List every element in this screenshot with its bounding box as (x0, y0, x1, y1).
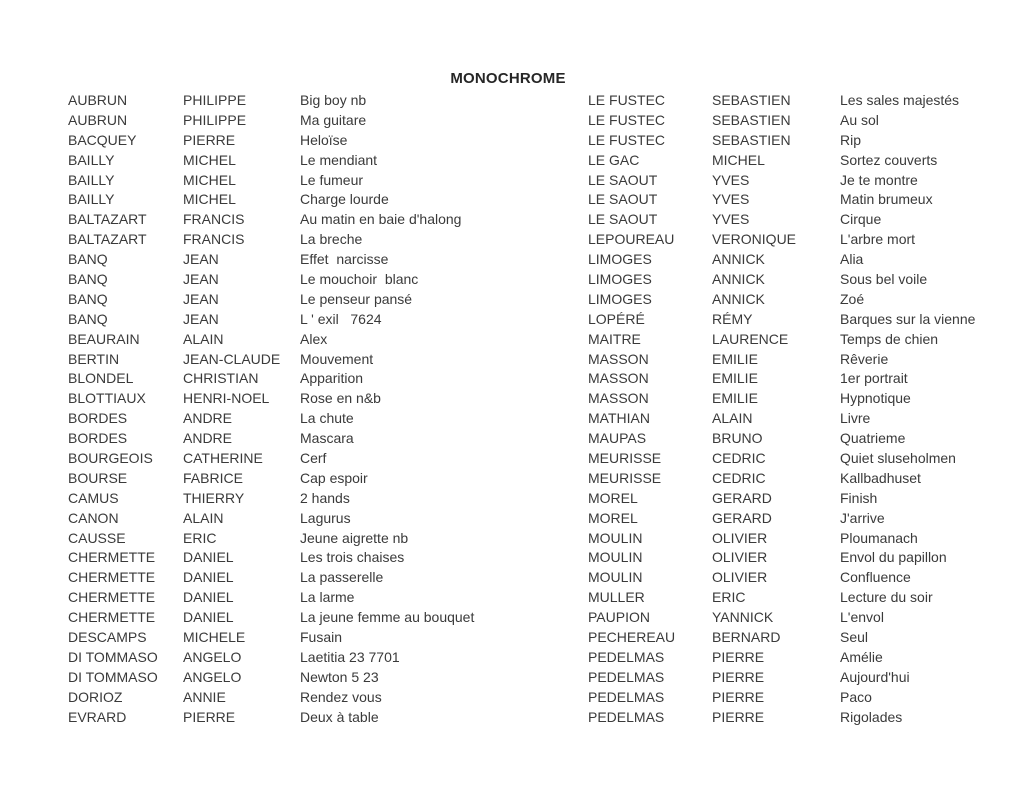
last-name: DI TOMMASO (68, 668, 158, 685)
first-name: JEAN (183, 310, 219, 327)
list-item (588, 171, 1024, 191)
list-item (68, 668, 540, 688)
first-name: BRUNO (712, 430, 763, 447)
list-item (588, 489, 1024, 509)
list-item (588, 389, 1024, 409)
last-name: MEURISSE (588, 469, 662, 486)
first-name: CHRISTIAN (183, 370, 259, 387)
work-title: Kallbadhuset (840, 469, 921, 486)
first-name: CEDRIC (712, 450, 766, 467)
first-name: ANDRE (183, 430, 233, 447)
first-name: ANNICK (712, 290, 765, 307)
first-name: JEAN-CLAUDE (183, 350, 281, 367)
work-title: Paco (840, 688, 872, 705)
last-name: MEURISSE (588, 450, 662, 467)
last-name: BANQ (68, 271, 108, 288)
last-name: MOULIN (588, 549, 643, 566)
last-name: CHERMETTE (68, 569, 156, 586)
last-name: CAUSSE (68, 529, 126, 546)
first-name: PIERRE (712, 648, 765, 665)
last-name: BALTAZART (68, 211, 147, 228)
list-item (68, 529, 540, 549)
last-name: LE SAOUT (588, 211, 658, 228)
list-item (68, 489, 540, 509)
list-item (68, 350, 540, 370)
work-title: La jeune femme au bouquet (300, 609, 475, 626)
list-item (588, 588, 1024, 608)
work-title: La passerelle (300, 569, 384, 586)
work-title: Big boy nb (300, 92, 367, 108)
list-item (588, 608, 1024, 628)
list-item (68, 369, 540, 389)
list-item (68, 91, 540, 111)
first-name: EMILIE (712, 390, 758, 407)
first-name: DANIEL (183, 569, 234, 586)
last-name: MOREL (588, 489, 638, 506)
first-name: FABRICE (183, 469, 243, 486)
first-name: HENRI-NOEL (183, 390, 270, 407)
last-name: BEAURAIN (68, 330, 140, 347)
list-item (588, 151, 1024, 171)
work-title: Les sales majestés (840, 92, 960, 108)
last-name: BANQ (68, 251, 108, 268)
last-name: PEDELMAS (588, 688, 665, 705)
list-item (68, 330, 540, 350)
work-title: Aujourd'hui (840, 668, 910, 685)
list-item (68, 449, 540, 469)
first-name: ALAIN (712, 410, 753, 427)
work-title: Rose en n&b (300, 390, 381, 407)
work-title: Matin brumeux (840, 191, 933, 208)
work-title: Temps de chien (840, 330, 939, 347)
work-title: Le penseur pansé (300, 290, 413, 307)
list-item (588, 548, 1024, 568)
work-title: Quatrieme (840, 430, 906, 447)
work-title: Mascara (300, 430, 354, 447)
first-name: ANGELO (183, 648, 242, 665)
list-item (588, 509, 1024, 529)
work-title: Deux à table (300, 708, 379, 725)
work-title: Alia (840, 251, 864, 268)
list-item (68, 230, 540, 250)
list-item (588, 648, 1024, 668)
last-name: LOPÉRÉ (588, 310, 645, 327)
first-name: ERIC (712, 589, 746, 606)
list-item (588, 409, 1024, 429)
work-title: Heloïse (300, 131, 348, 148)
list-item (68, 708, 540, 728)
last-name: CHERMETTE (68, 549, 156, 566)
list-item (68, 151, 540, 171)
last-name: LE FUSTEC (588, 131, 666, 148)
last-name: LEPOUREAU (588, 231, 675, 248)
last-name: MATHIAN (588, 410, 650, 427)
work-title: Jeune aigrette nb (300, 529, 409, 546)
work-title: J'arrive (840, 509, 885, 526)
work-title: Livre (840, 410, 871, 427)
work-title: Confluence (840, 569, 911, 586)
first-name: ANDRE (183, 410, 233, 427)
list-item (68, 171, 540, 191)
last-name: CAMUS (68, 489, 119, 506)
list-item (588, 210, 1024, 230)
last-name: BANQ (68, 310, 108, 327)
list-item (588, 310, 1024, 330)
last-name: BORDES (68, 430, 128, 447)
list-item (588, 330, 1024, 350)
work-title: Rigolades (840, 708, 903, 725)
last-name: PAUPION (588, 609, 650, 626)
last-name: BACQUEY (68, 131, 137, 148)
work-title: Fusain (300, 629, 343, 646)
work-title: Je te montre (840, 171, 918, 188)
list-item (68, 469, 540, 489)
work-title: Cap espoir (300, 469, 368, 486)
work-title: Rip (840, 131, 862, 148)
first-name: ANNIE (183, 688, 226, 705)
work-title: Alex (300, 330, 328, 347)
work-title: Le mouchoir blanc (300, 271, 419, 288)
first-name: MICHEL (183, 171, 236, 188)
first-name: OLIVIER (712, 569, 768, 586)
list-item (588, 131, 1024, 151)
first-name: OLIVIER (712, 549, 768, 566)
last-name: MOULIN (588, 569, 643, 586)
last-name: PEDELMAS (588, 648, 665, 665)
first-name: SEBASTIEN (712, 131, 791, 148)
last-name: AUBRUN (68, 92, 128, 108)
last-name: AUBRUN (68, 111, 128, 128)
first-name: JEAN (183, 290, 219, 307)
first-name: FRANCIS (183, 231, 245, 248)
last-name: BANQ (68, 290, 108, 307)
first-name: YVES (712, 191, 750, 208)
list-item (588, 429, 1024, 449)
last-name: BAILLY (68, 171, 115, 188)
last-name: LE FUSTEC (588, 92, 666, 108)
first-name: JEAN (183, 251, 219, 268)
list-item (68, 210, 540, 230)
last-name: BAILLY (68, 191, 115, 208)
first-name: ANGELO (183, 668, 242, 685)
work-title: Amélie (840, 648, 883, 665)
list-item (68, 588, 540, 608)
first-name: SEBASTIEN (712, 111, 791, 128)
work-title: Charge lourde (300, 191, 389, 208)
list-item (68, 568, 540, 588)
last-name: LIMOGES (588, 251, 652, 268)
list-item (68, 290, 540, 310)
last-name: LE SAOUT (588, 191, 658, 208)
work-title: Ma guitare (300, 111, 367, 128)
work-title: 1er portrait (840, 370, 908, 387)
last-name: MOULIN (588, 529, 643, 546)
work-title: Au matin en baie d'halong (300, 211, 462, 228)
list-item (588, 290, 1024, 310)
list-item (588, 668, 1024, 688)
last-name: MASSON (588, 370, 649, 387)
list-item (68, 310, 540, 330)
list-item (68, 131, 540, 151)
work-title: Finish (840, 489, 878, 506)
work-title: Quiet sluseholmen (840, 450, 956, 467)
last-name: DESCAMPS (68, 629, 147, 646)
list-item (588, 469, 1024, 489)
work-title: Laetitia 23 7701 (300, 648, 400, 665)
last-name: MULLER (588, 589, 645, 606)
last-name: MASSON (588, 390, 649, 407)
work-title: Rendez vous (300, 688, 382, 705)
first-name: ANNICK (712, 271, 765, 288)
last-name: BLONDEL (68, 370, 134, 387)
list-item (588, 250, 1024, 270)
work-title: L'envol (840, 609, 884, 626)
last-name: BOURSE (68, 469, 128, 486)
work-title: Newton 5 23 (300, 668, 379, 685)
last-name: LE FUSTEC (588, 111, 666, 128)
list-item (68, 409, 540, 429)
list-item (68, 628, 540, 648)
last-name: MOREL (588, 509, 638, 526)
work-title: Apparition (300, 370, 364, 387)
work-title: Barques sur la vienne (840, 310, 976, 327)
last-name: PEDELMAS (588, 668, 665, 685)
work-title: Cerf (300, 450, 327, 467)
first-name: EMILIE (712, 350, 758, 367)
first-name: OLIVIER (712, 529, 768, 546)
list-item (68, 548, 540, 568)
list-item (68, 608, 540, 628)
last-name: LE GAC (588, 151, 640, 168)
first-name: PIERRE (183, 708, 236, 725)
first-name: MICHEL (712, 151, 765, 168)
last-name: BOURGEOIS (68, 450, 153, 467)
last-name: BALTAZART (68, 231, 147, 248)
list-item (68, 111, 540, 131)
work-title: L ' exil 7624 (300, 310, 382, 327)
last-name: MAUPAS (588, 430, 647, 447)
list-item (68, 190, 540, 210)
list-item (68, 429, 540, 449)
first-name: MICHEL (183, 191, 236, 208)
first-name: PHILIPPE (183, 92, 247, 108)
first-name: PHILIPPE (183, 111, 247, 128)
last-name: DORIOZ (68, 688, 123, 705)
last-name: LIMOGES (588, 271, 652, 288)
last-name: BLOTTIAUX (68, 390, 146, 407)
list-item (588, 708, 1024, 728)
work-title: Envol du papillon (840, 549, 947, 566)
last-name: DI TOMMASO (68, 648, 158, 665)
first-name: BERNARD (712, 629, 781, 646)
list-item (68, 648, 540, 668)
last-name: PECHEREAU (588, 629, 676, 646)
work-title: L'arbre mort (840, 231, 916, 248)
list-item (68, 270, 540, 290)
first-name: FRANCIS (183, 211, 245, 228)
list-item (588, 230, 1024, 250)
list-item (588, 350, 1024, 370)
first-name: DANIEL (183, 549, 234, 566)
first-name: DANIEL (183, 589, 234, 606)
work-title: Ploumanach (840, 529, 918, 546)
last-name: CHERMETTE (68, 589, 156, 606)
last-name: BORDES (68, 410, 128, 427)
first-name: YVES (712, 211, 750, 228)
list-item (588, 111, 1024, 131)
work-title: Mouvement (300, 350, 374, 367)
work-title: Cirque (840, 211, 882, 228)
last-name: MASSON (588, 350, 649, 367)
list-item (68, 389, 540, 409)
first-name: JEAN (183, 271, 219, 288)
first-name: MICHELE (183, 629, 246, 646)
list-item (588, 270, 1024, 290)
work-title: Sortez couverts (840, 151, 938, 168)
list-item (68, 688, 540, 708)
first-name: ALAIN (183, 509, 224, 526)
work-title: Rêverie (840, 350, 889, 367)
work-title: Lecture du soir (840, 589, 933, 606)
work-title: La chute (300, 410, 354, 427)
work-title: Seul (840, 629, 869, 646)
last-name: LE SAOUT (588, 171, 658, 188)
first-name: ERIC (183, 529, 217, 546)
list-item (588, 369, 1024, 389)
list-item (588, 449, 1024, 469)
first-name: PIERRE (712, 668, 765, 685)
first-name: YANNICK (712, 609, 774, 626)
first-name: PIERRE (183, 131, 236, 148)
first-name: RÉMY (712, 310, 753, 327)
first-name: DANIEL (183, 609, 234, 626)
list-item (588, 91, 1024, 111)
first-name: SEBASTIEN (712, 92, 791, 108)
list-item (588, 529, 1024, 549)
first-name: ALAIN (183, 330, 224, 347)
first-name: VERONIQUE (712, 231, 797, 248)
work-title: Effet narcisse (300, 251, 389, 268)
last-name: LIMOGES (588, 290, 652, 307)
last-name: BERTIN (68, 350, 120, 367)
first-name: THIERRY (183, 489, 245, 506)
list-item (68, 509, 540, 529)
work-title: La breche (300, 231, 363, 248)
list-item (588, 628, 1024, 648)
work-title: Le fumeur (300, 171, 364, 188)
list-item (588, 568, 1024, 588)
list-item (588, 190, 1024, 210)
first-name: EMILIE (712, 370, 758, 387)
last-name: CANON (68, 509, 119, 526)
last-name: CHERMETTE (68, 609, 156, 626)
first-name: YVES (712, 171, 750, 188)
work-title: Sous bel voile (840, 271, 928, 288)
first-name: CATHERINE (183, 450, 263, 467)
work-title: Le mendiant (300, 151, 378, 168)
work-title: Zoé (840, 290, 865, 307)
last-name: BAILLY (68, 151, 115, 168)
last-name: MAITRE (588, 330, 641, 347)
first-name: PIERRE (712, 688, 765, 705)
work-title: Au sol (840, 111, 879, 128)
work-title: La larme (300, 589, 355, 606)
first-name: GERARD (712, 489, 772, 506)
first-name: LAURENCE (712, 330, 789, 347)
last-name: EVRARD (68, 708, 127, 725)
last-name: PEDELMAS (588, 708, 665, 725)
first-name: ANNICK (712, 251, 765, 268)
work-title: Lagurus (300, 509, 351, 526)
page-title: MONOCHROME (450, 70, 566, 87)
first-name: GERARD (712, 509, 772, 526)
listing-column-left (68, 91, 540, 728)
first-name: PIERRE (712, 708, 765, 725)
listing-column-right (588, 91, 1024, 728)
work-title: Les trois chaises (300, 549, 405, 566)
work-title: 2 hands (300, 489, 350, 506)
work-title: Hypnotique (840, 390, 911, 407)
first-name: CEDRIC (712, 469, 766, 486)
first-name: MICHEL (183, 151, 236, 168)
list-item (68, 250, 540, 270)
list-item (588, 688, 1024, 708)
